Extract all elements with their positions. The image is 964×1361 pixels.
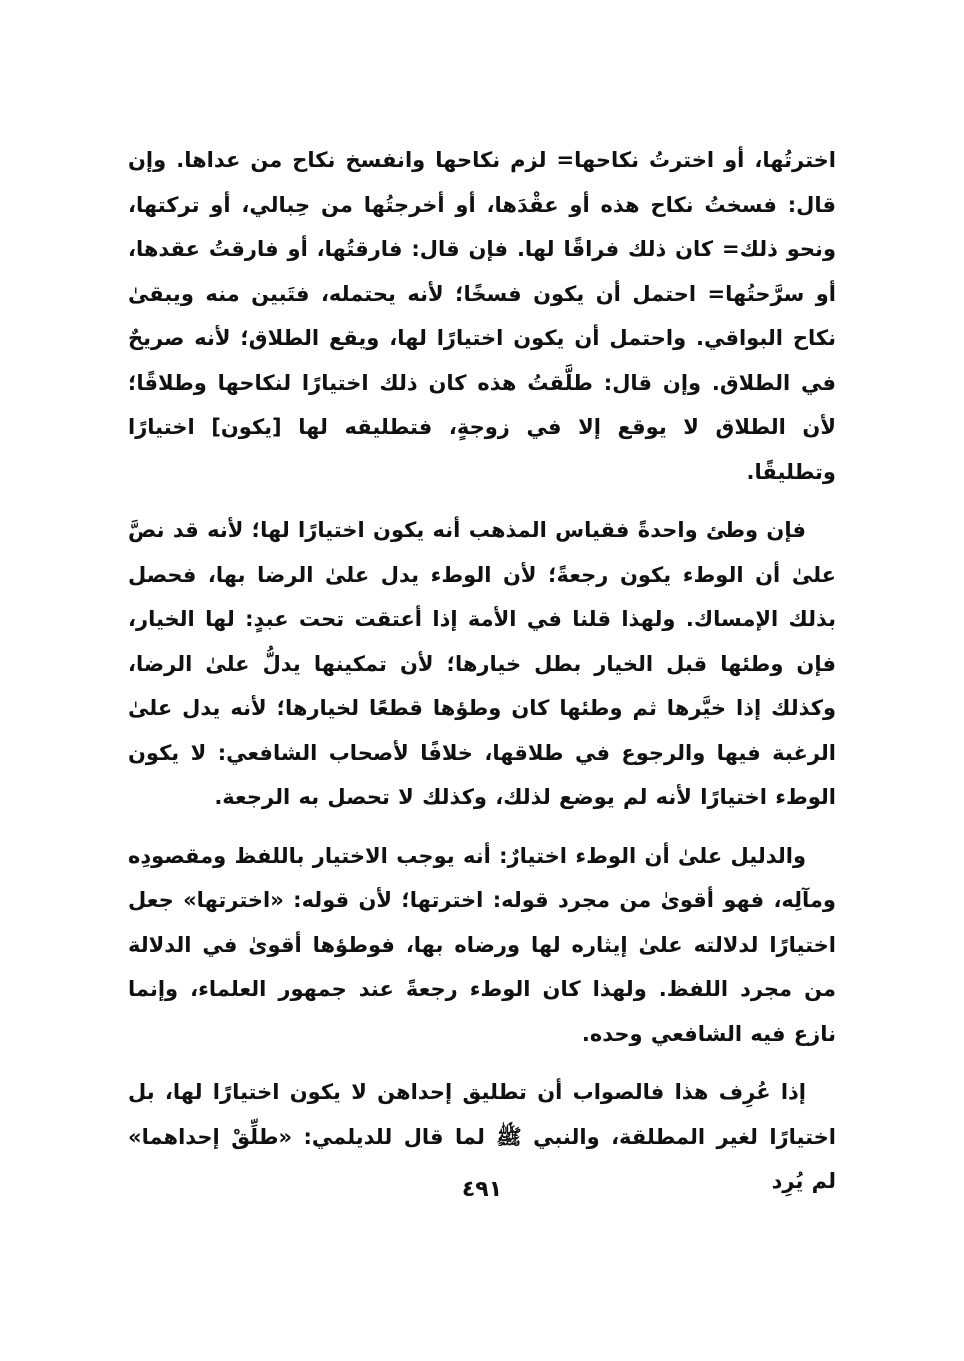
paragraph-3: والدليل علىٰ أن الوطء اختيارٌ: أنه يوجب الاختيار باللفظ ومقصودِه ومآلِه، فهو أقوىٰ من مجرد قوله: اخترتها؛ لأن قوله: «اخترتها» جعل اختيارًا لدلالته علىٰ إيثاره لها ورضاه بها، فوطؤها أقوىٰ في الدلالة من مجرد اللفظ. ولهذا كان الوطء رجعةً عند جمهور العلماء، وإنما نازع فيه الشافعي وحده. [128,843,836,1046]
paragraph-4: إذا عُرِف هذا فالصواب أن تطليق إحداهن لا يكون اختيارًا لها، بل اختيارًا لغير المطلقة، والنبي ﷺ لما قال للديلمي: «طلِّقْ إحداهما» لم يُرِد [128,1080,836,1193]
paragraph-1: اخترتُها، أو اخترتُ نكاحها= لزم نكاحها وانفسخ نكاح من عداها. وإن قال: فسختُ نكاح هذه أو عقْدَها، أو أخرجتُها من حِبالي، أو تركتها، ونحو ذلك= كان ذلك فراقًا لها. فإن قال: فارقتُها، أو فارقتُ عقدها، أو سرَّحتُها= احتمل أن يكون فسخًا؛ لأنه يحتمله، فتَبين منه ويبقىٰ نكاح البواقي. واحتمل أن يكون اختيارًا لها، ويقع الطلاق؛ لأنه صريحٌ في الطلاق. وإن قال: طلَّقتُ هذه كان ذلك اختيارًا لنكاحها وطلاقًا؛ لأن الطلاق لا يوقع إلا في زوجةٍ، فتطليقه لها [يكون] اختيارًا وتطليقًا. [128,148,836,484]
page-number: ٤٩١ [461,1177,503,1202]
paragraph-2: فإن وطئ واحدةً فقياس المذهب أنه يكون اختيارًا لها؛ لأنه قد نصَّ علىٰ أن الوطء يكون رجعةً؛ لأن الوطء يدل علىٰ الرضا بها، فحصل بذلك الإمساك. ولهذا قلنا في الأمة إذا أعتقت تحت عبدٍ: لها الخيار، فإن وطئها قبل الخيار بطل خيارها؛ لأن تمكينها يدلُّ علىٰ الرضا، وكذلك إذا خيَّرها ثم وطئها كان وطؤها قطعًا لخيارها؛ لأنه يدل علىٰ الرغبة فيها والرجوع في طلاقها، خلافًا لأصحاب الشافعي: لا يكون الوطء اختيارًا لأنه لم يوضع لذلك، وكذلك لا تحصل به الرجعة. [128,518,836,809]
page-body [128,138,836,1238]
